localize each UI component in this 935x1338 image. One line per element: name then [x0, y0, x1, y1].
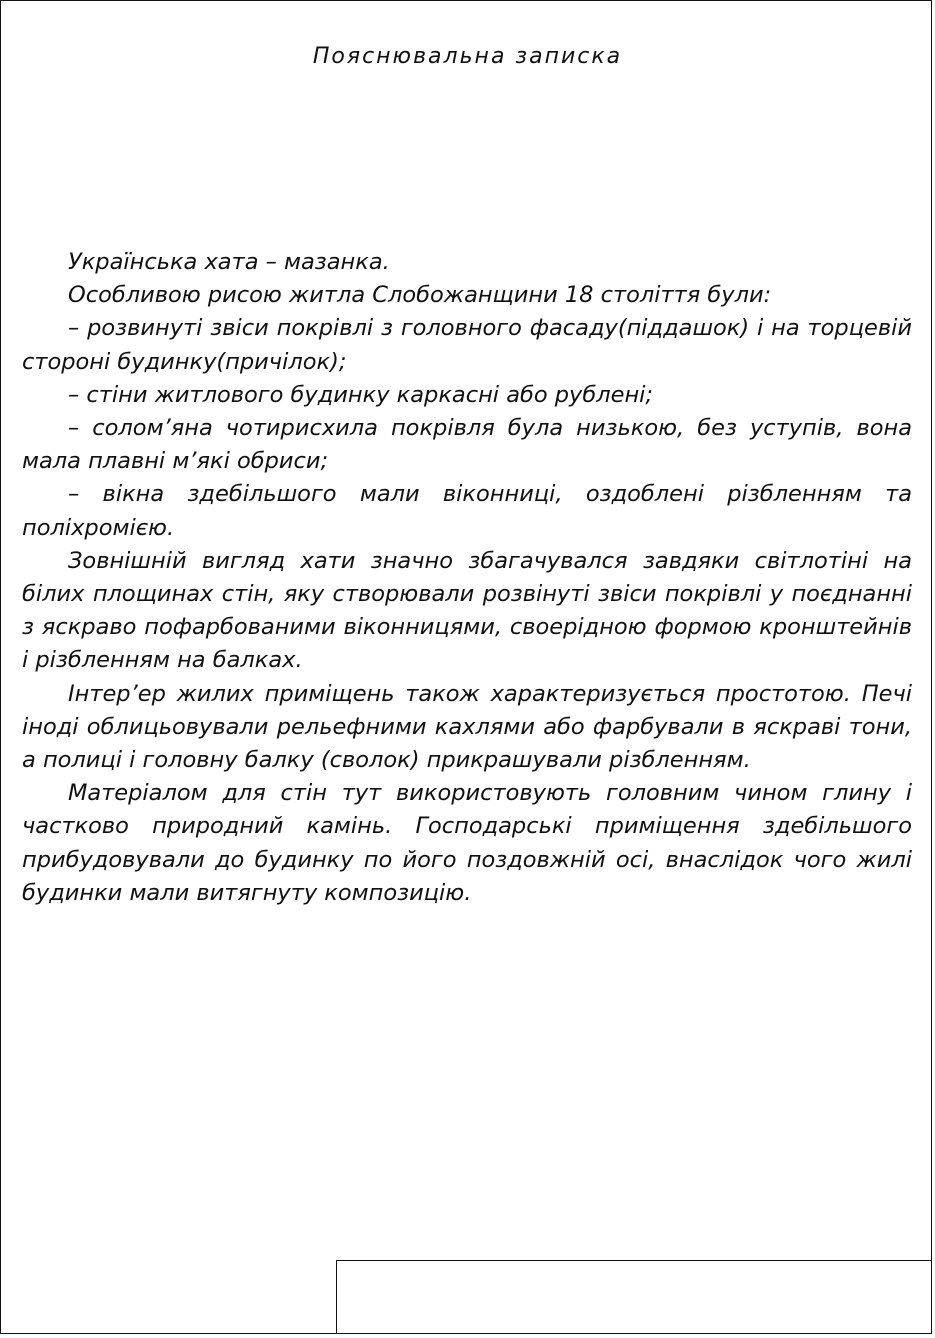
paragraph-materials: Матеріалом для стін тут використовують головним чином глину і частково природний камінь. Господарські приміщення здебільшого прибудовували до будинку по його поздовжній осі, внаслідок чого жилі будинки мали витягнуту композицію. [22, 780, 912, 906]
list-item-windows: – вікна здебільшого мали віконниці, оздоблені різбленням та поліхромією. [22, 481, 912, 541]
paragraph-exterior: Зовнішній вигляд хати значно збагачувался завдяки світлотіні на білих площинах стін, яку створювали розвінуті звіси покрівлі у поєднанні з яскраво пофарбованими віконницями, своерідною формою кронштейнів і різбленням на балках. [22, 547, 912, 674]
page-title: Пояснювальна записка [312, 44, 623, 69]
list-item-roof: – солом’яна чотирисхила покрівля була низькою, без уступів, вона мала плавні м’які обриси; [22, 415, 912, 475]
paragraph-features-heading: Особливою рисою житла Слобожанщини 18 століття були: [68, 282, 772, 309]
list-item-walls: – стіни житлового будинку каркасні або рублені; [68, 381, 654, 408]
paragraph-intro: Українська хата – мазанка. [68, 249, 390, 275]
document-body [22, 246, 912, 910]
title-block-stamp [336, 1260, 932, 1334]
list-item-eaves: – розвинуті звіси покрівлі з головного фасаду(піддашок) і на торцевій стороні будинку(причілок); [22, 315, 912, 375]
paragraph-interior: Інтер’ер жилих приміщень також характеризується простотою. Печі іноді облицьовували рельефними кахлями або фарбували в яскраві тони, а полиці і головну балку (сволок) прикрашували різбленням. [22, 680, 912, 774]
